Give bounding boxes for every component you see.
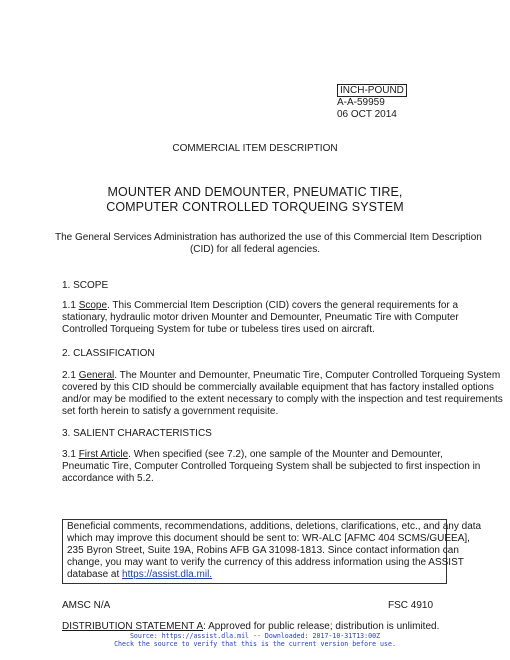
designation-label: INCH-POUND	[337, 84, 407, 97]
para-text: . When specified (see 7.2), one sample of the Mounter and Demounter,	[128, 449, 443, 460]
footer-line-1: Source: https://assist.dla.mil -- Downloaded: 2017-10-31T13:00Z	[129, 632, 381, 640]
comments-line: database at	[67, 569, 123, 580]
section-heading-scope: 1. SCOPE	[62, 280, 109, 291]
amsc-label: AMSC N/A	[62, 600, 111, 611]
comments-line: Beneficial comments, recommendations, additions, deletions, clarifications, etc., and any data	[67, 521, 482, 532]
para-number: 3.1	[62, 449, 76, 460]
section-heading-classification: 2. CLASSIFICATION	[62, 348, 155, 359]
distribution-label: DISTRIBUTION STATEMENT A	[62, 621, 204, 632]
intro-line-1: The General Services Administration has authorized the use of this Commercial Item Description	[55, 232, 482, 243]
comments-line: 235 Byron Street, Suite 19A, Robins AFB GA 31098-1813. Since contact information can	[67, 545, 459, 556]
document-title	[0, 185, 510, 215]
title-line-2: COMPUTER CONTROLLED TORQUEING SYSTEM	[106, 200, 404, 214]
distribution-text: : Approved for public release; distribution is unlimited.	[203, 621, 440, 632]
para-label: General	[78, 370, 115, 381]
assist-link[interactable]: https://assist.dla.mil.	[122, 569, 213, 580]
document-date: 06 OCT 2014	[337, 109, 397, 120]
para-label: First Article	[78, 449, 129, 460]
document-type: COMMERCIAL ITEM DESCRIPTION	[172, 143, 338, 154]
para-text: . The Mounter and Demounter, Pneumatic Tire, Computer Controlled Torqueing System	[114, 370, 501, 381]
scope-paragraph	[62, 300, 462, 336]
para-label: Scope	[78, 300, 108, 311]
header-block	[337, 84, 407, 121]
comments-line: change, you may want to verify the currency of this address information using the ASSIST	[67, 557, 464, 568]
document-id: A-A-59959	[337, 97, 385, 108]
intro-line-2: (CID) for all federal agencies.	[189, 244, 321, 255]
para-text: stationary, hydraulic motor driven Mounter and Demounter, Pneumatic Tire with Computer	[62, 312, 459, 323]
para-text: . This Commercial Item Description (CID) covers the general requirements for a	[107, 300, 459, 311]
comments-line: which may improve this document should be sent to: WR-ALC [AFMC 404 SCMS/GUEEA],	[67, 533, 470, 544]
para-text: Controlled Torqueing System for tube or tubeless tires used on aircraft.	[62, 324, 375, 335]
para-text: set forth herein to satisfy a government requisite.	[62, 406, 279, 417]
para-number: 2.1	[62, 370, 76, 381]
fsc-label: FSC 4910	[388, 600, 434, 611]
section-heading-salient: 3. SALIENT CHARACTERISTICS	[62, 428, 212, 439]
salient-paragraph	[62, 449, 481, 485]
para-text: covered by this CID should be commercially available equipment that has factory installed options	[62, 382, 494, 393]
classification-paragraph	[62, 370, 503, 418]
para-text: accordance with 5.2.	[62, 473, 154, 484]
title-line-1: MOUNTER AND DEMOUNTER, PNEUMATIC TIRE,	[107, 185, 403, 199]
intro-paragraph	[55, 232, 482, 256]
comments-box	[62, 519, 482, 584]
para-number: 1.1	[62, 300, 76, 311]
source-footer	[0, 633, 510, 648]
footer-line-2: Check the source to verify that this is the current version before use.	[114, 639, 396, 648]
para-text: and/or may be modified to the extent necessary to comply with the inspection and test requirements	[62, 394, 503, 405]
para-text: Pneumatic Tire, Computer Controlled Torqueing System shall be subjected to first inspection in	[62, 461, 481, 472]
